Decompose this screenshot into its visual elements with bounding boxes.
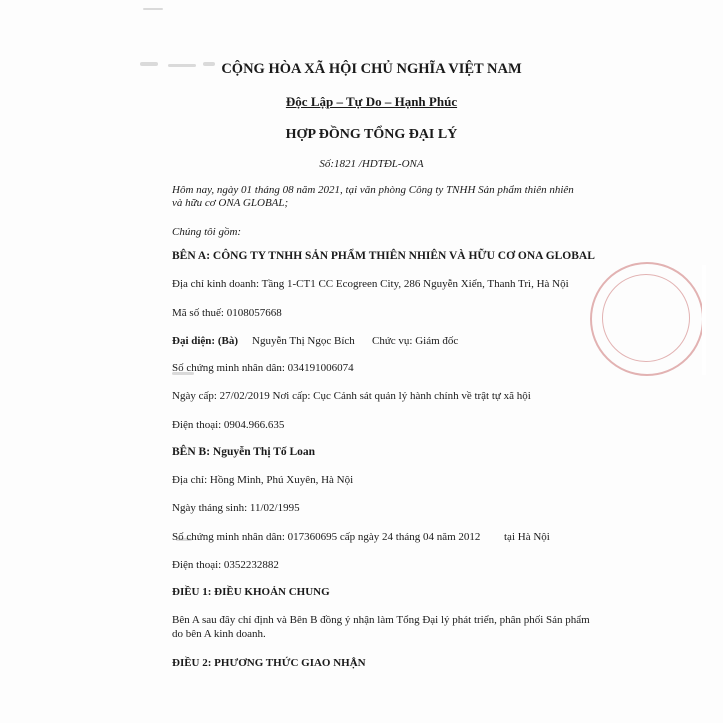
party-b-id-number: Số chứng minh nhân dân: 017360695 cấp ngày 24 tháng 04 năm 2012 [172, 531, 481, 543]
party-a-representative-label: Đại diện: (Bà) [172, 335, 238, 347]
red-stamp [590, 262, 704, 376]
party-b-id-place: tại Hà Nội [504, 531, 550, 543]
article-1-line-2: do bên A kinh doanh. [172, 628, 266, 640]
party-b-heading: BÊN B: Nguyễn Thị Tố Loan [172, 446, 316, 458]
country-heading: CỘNG HÒA XÃ HỘI CHỦ NGHĨA VIỆT NAM [221, 61, 522, 77]
party-b-date-of-birth: Ngày tháng sinh: 11/02/1995 [172, 502, 300, 514]
article-1-line-1: Bên A sau đây chỉ định và Bên B đồng ý nhận làm Tổng Đại lý phát triển, phân phối Sản phẩm [172, 614, 590, 626]
article-1-heading: ĐIỀU 1: ĐIỀU KHOẢN CHUNG [172, 586, 330, 598]
party-a-representative-name: Nguyễn Thị Ngọc Bích [252, 335, 355, 347]
stamp-cutoff [702, 265, 706, 375]
party-a-id-issued: Ngày cấp: 27/02/2019 Nơi cấp: Cục Cảnh sát quản lý hành chính về trật tự xã hội [172, 390, 531, 402]
intro-line-2: và hữu cơ ONA GLOBAL; [172, 197, 289, 209]
article-2-heading: ĐIỀU 2: PHƯƠNG THỨC GIAO NHẬN [172, 657, 366, 669]
party-a-id-number: Số chứng minh nhân dân: 034191006074 [172, 362, 354, 374]
party-b-phone: Điện thoại: 0352232882 [172, 559, 279, 571]
party-a-phone: Điện thoại: 0904.966.635 [172, 419, 285, 431]
intro-line-1: Hôm nay, ngày 01 tháng 08 năm 2021, tại văn phòng Công ty TNHH Sản phẩm thiên nhiên [172, 184, 574, 196]
party-a-address: Địa chỉ kinh doanh: Tầng 1-CT1 CC Ecogreen City, 286 Nguyễn Xiển, Thanh Trì, Hà Nội [172, 278, 569, 290]
party-b-address: Địa chỉ: Hồng Minh, Phú Xuyên, Hà Nội [172, 474, 354, 486]
document-number: Số:1821 /HDTĐL-ONA [319, 158, 424, 170]
party-a-heading: BÊN A: CÔNG TY TNHH SẢN PHẨM THIÊN NHIÊN VÀ HỮU CƠ ONA GLOBAL [172, 250, 595, 262]
we-are-label: Chúng tôi gồm: [172, 226, 242, 238]
red-stamp-inner-ring [602, 274, 690, 362]
party-a-tax-code: Mã số thuế: 0108057668 [172, 307, 282, 319]
party-a-position: Chức vụ: Giám đốc [372, 335, 459, 347]
scan-speck [143, 8, 163, 10]
motto: Độc Lập – Tự Do – Hạnh Phúc [285, 94, 458, 109]
document-title: HỢP ĐỒNG TỔNG ĐẠI LÝ [285, 127, 458, 142]
